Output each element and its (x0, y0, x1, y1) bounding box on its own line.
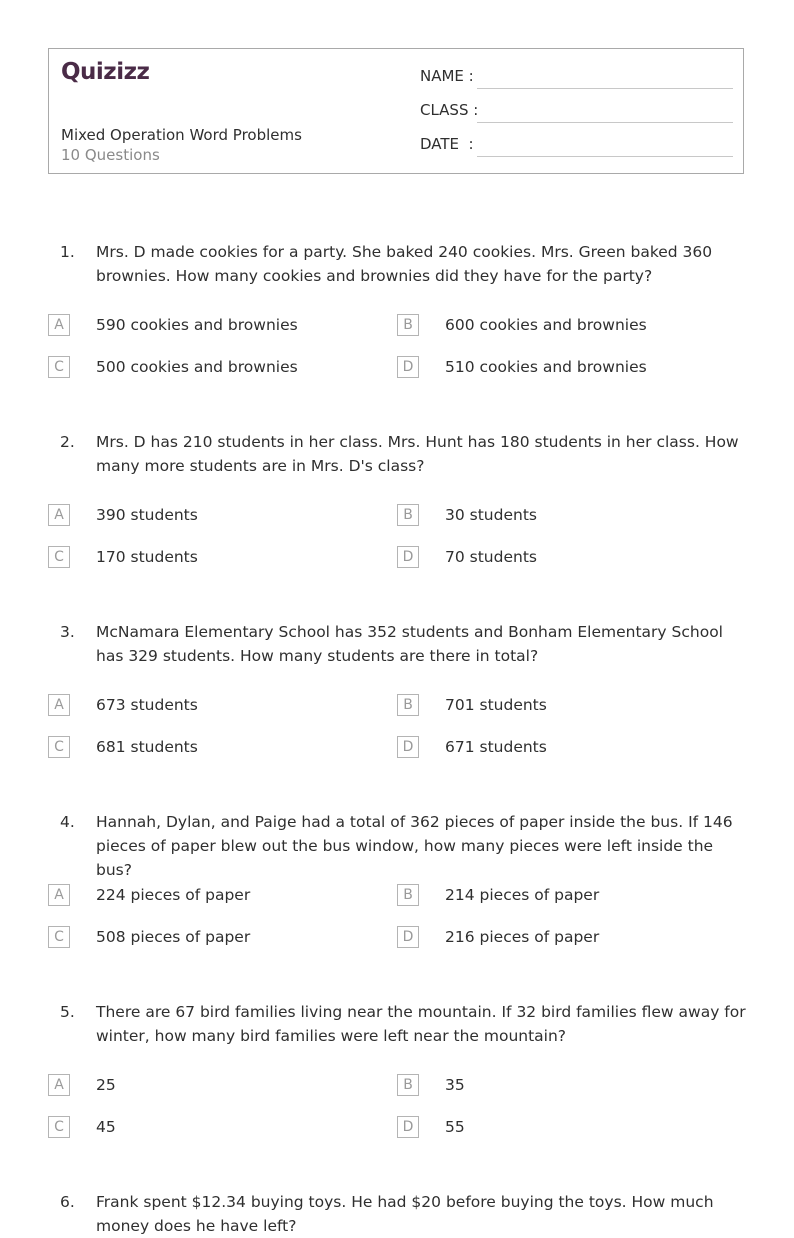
question-text: Hannah, Dylan, and Paige had a total of 362 pieces of paper inside the bus. If 146 pieces of paper blew out the bus window, how many pieces were left inside the bus? (96, 813, 733, 879)
option-letter-box: C (48, 736, 70, 758)
option-letter-box: D (397, 356, 419, 378)
answer-option-a (48, 314, 388, 338)
name-field (420, 67, 733, 91)
question-text: Mrs. D has 210 students in her class. Mrs. Hunt has 180 students in her class. How many more students are in Mrs. D's class? (96, 433, 739, 475)
option-letter-box: D (397, 736, 419, 758)
question-1 (48, 240, 748, 430)
option-letter-box: A (48, 1074, 70, 1096)
option-text: 25 (96, 1076, 116, 1094)
answer-option-d (397, 546, 737, 570)
option-text: 45 (96, 1118, 116, 1136)
question-number: 5. (60, 1003, 75, 1021)
option-text: 681 students (96, 738, 198, 756)
answer-options (48, 314, 748, 430)
answer-option-b (397, 314, 737, 338)
class-line (477, 122, 733, 123)
worksheet-header (48, 48, 744, 174)
answer-option-b (397, 504, 737, 528)
answer-option-c (48, 926, 388, 950)
question-text: Frank spent $12.34 buying toys. He had $20 before buying the toys. How much money does he have left? (96, 1193, 714, 1235)
option-letter-box: A (48, 314, 70, 336)
option-letter-box: D (397, 1116, 419, 1138)
question-count: 10 Questions (61, 146, 160, 164)
option-letter-box: C (48, 926, 70, 948)
worksheet-title: Mixed Operation Word Problems (61, 126, 302, 144)
question-number: 1. (60, 243, 75, 261)
option-text: 216 pieces of paper (445, 928, 600, 946)
answer-option-c (48, 546, 388, 570)
class-label: CLASS : (420, 101, 479, 119)
quizizz-logo: Quizizz (61, 59, 150, 85)
option-text: 30 students (445, 506, 537, 524)
question-text: Mrs. D made cookies for a party. She baked 240 cookies. Mrs. Green baked 360 brownies. How many cookies and brownies did they have for the party? (96, 243, 713, 285)
date-line (477, 156, 733, 157)
question-6 (48, 1190, 748, 1238)
option-text: 508 pieces of paper (96, 928, 251, 946)
question-2 (48, 430, 748, 620)
option-text: 35 (445, 1076, 465, 1094)
answer-options (48, 694, 748, 810)
answer-option-c (48, 356, 388, 380)
class-field (420, 101, 733, 125)
answer-options (48, 504, 748, 620)
option-letter-box: A (48, 504, 70, 526)
name-line (477, 88, 733, 89)
question-number: 2. (60, 433, 75, 451)
answer-option-c (48, 736, 388, 760)
answer-option-b (397, 884, 737, 908)
date-label: DATE : (420, 135, 474, 153)
question-4 (48, 810, 748, 1000)
question-text: McNamara Elementary School has 352 students and Bonham Elementary School has 329 students. How many students are there in total? (96, 623, 723, 665)
option-letter-box: D (397, 546, 419, 568)
answer-option-a (48, 1074, 388, 1098)
option-letter-box: C (48, 546, 70, 568)
option-text: 673 students (96, 696, 198, 714)
option-text: 390 students (96, 506, 198, 524)
option-letter-box: B (397, 884, 419, 906)
answer-option-d (397, 356, 737, 380)
answer-option-a (48, 504, 388, 528)
question-number: 3. (60, 623, 75, 641)
option-letter-box: B (397, 1074, 419, 1096)
option-text: 214 pieces of paper (445, 886, 600, 904)
option-text: 70 students (445, 548, 537, 566)
answer-option-b (397, 694, 737, 718)
answer-option-b (397, 1074, 737, 1098)
question-list (48, 240, 748, 1238)
answer-option-d (397, 1116, 737, 1140)
question-text: There are 67 bird families living near the mountain. If 32 bird families flew away for winter, how many bird families were left near the mountain? (96, 1003, 746, 1045)
option-text: 600 cookies and brownies (445, 316, 647, 334)
answer-option-c (48, 1116, 388, 1140)
option-text: 590 cookies and brownies (96, 316, 298, 334)
answer-option-d (397, 736, 737, 760)
option-text: 510 cookies and brownies (445, 358, 647, 376)
option-text: 500 cookies and brownies (96, 358, 298, 376)
answer-options (48, 884, 748, 1000)
answer-option-d (397, 926, 737, 950)
option-text: 701 students (445, 696, 547, 714)
answer-options (48, 1074, 748, 1190)
answer-option-a (48, 694, 388, 718)
option-text: 671 students (445, 738, 547, 756)
name-label: NAME : (420, 67, 474, 85)
option-letter-box: D (397, 926, 419, 948)
option-text: 170 students (96, 548, 198, 566)
option-letter-box: B (397, 504, 419, 526)
option-letter-box: B (397, 694, 419, 716)
question-3 (48, 620, 748, 810)
question-5 (48, 1000, 748, 1190)
question-number: 4. (60, 813, 75, 831)
option-letter-box: B (397, 314, 419, 336)
date-field (420, 135, 733, 159)
option-text: 55 (445, 1118, 465, 1136)
option-text: 224 pieces of paper (96, 886, 251, 904)
question-number: 6. (60, 1193, 75, 1211)
answer-option-a (48, 884, 388, 908)
option-letter-box: C (48, 356, 70, 378)
option-letter-box: A (48, 694, 70, 716)
option-letter-box: A (48, 884, 70, 906)
option-letter-box: C (48, 1116, 70, 1138)
